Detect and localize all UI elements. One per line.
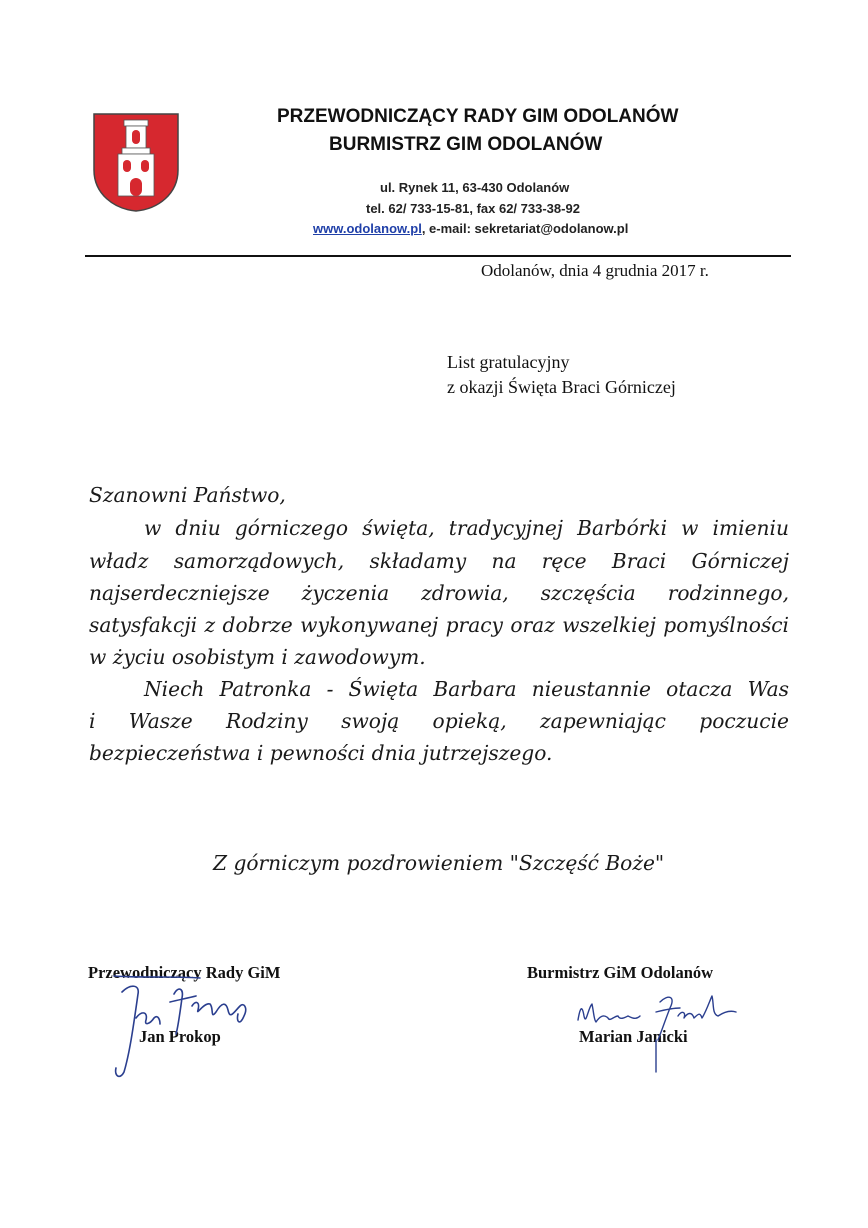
header-title-mayor: BURMISTRZ GIM ODOLANÓW <box>329 134 603 155</box>
paragraph-1-line: najserdeczniejsze życzenia zdrowia, szczęścia rodzinnego, <box>89 581 789 605</box>
subject-line-1: List gratulacyjny <box>447 352 570 372</box>
paragraph-2-line: Niech Patronka - Święta Barbara nieustannie otacza Was <box>144 677 789 701</box>
subject-line-2: z okazji Święta Braci Górniczej <box>447 377 676 397</box>
header-divider <box>85 255 791 257</box>
email-text: , e-mail: sekretariat@odolanow.pl <box>421 221 629 236</box>
header-address: ul. Rynek 11, 63-430 Odolanów <box>380 180 570 195</box>
header-phone: tel. 62/ 733-15-81, fax 62/ 733-38-92 <box>366 201 580 216</box>
signatory-role-chairman: Przewodniczący Rady GiM <box>88 963 281 982</box>
header-title-chairman: PRZEWODNICZĄCY RADY GIM ODOLANÓW <box>277 106 679 127</box>
signatory-name-mayor: Marian Janicki <box>579 1027 688 1046</box>
header-contact <box>313 221 628 236</box>
letter-date: Odolanów, dnia 4 grudnia 2017 r. <box>481 261 709 280</box>
signatory-role-mayor: Burmistrz GiM Odolanów <box>527 963 714 982</box>
salutation: Szanowni Państwo, <box>89 483 286 507</box>
paragraph-2-line: i Wasze Rodziny swoją opieką, zapewniając poczucie <box>89 709 789 733</box>
handwritten-signature-left <box>100 972 260 1082</box>
paragraph-1-line: w dniu górniczego święta, tradycyjnej Barbórki w imieniu <box>144 516 789 540</box>
coat-of-arms-logo <box>92 112 180 212</box>
paragraph-2-line: bezpieczeństwa i pewności dnia jutrzejszego. <box>89 741 553 765</box>
website-link[interactable]: www.odolanow.pl <box>313 221 422 236</box>
handwritten-signature-right <box>572 990 742 1075</box>
signatory-name-chairman: Jan Prokop <box>139 1027 221 1046</box>
paragraph-1-line: władz samorządowych, składamy na ręce Braci Górniczej <box>89 549 789 573</box>
closing-greeting: Z górniczym pozdrowieniem "Szczęść Boże" <box>213 851 665 875</box>
paragraph-1-line: satysfakcji z dobrze wykonywanej pracy oraz wszelkiej pomyślności <box>89 613 789 637</box>
paragraph-1-line: w życiu osobistym i zawodowym. <box>89 645 426 669</box>
